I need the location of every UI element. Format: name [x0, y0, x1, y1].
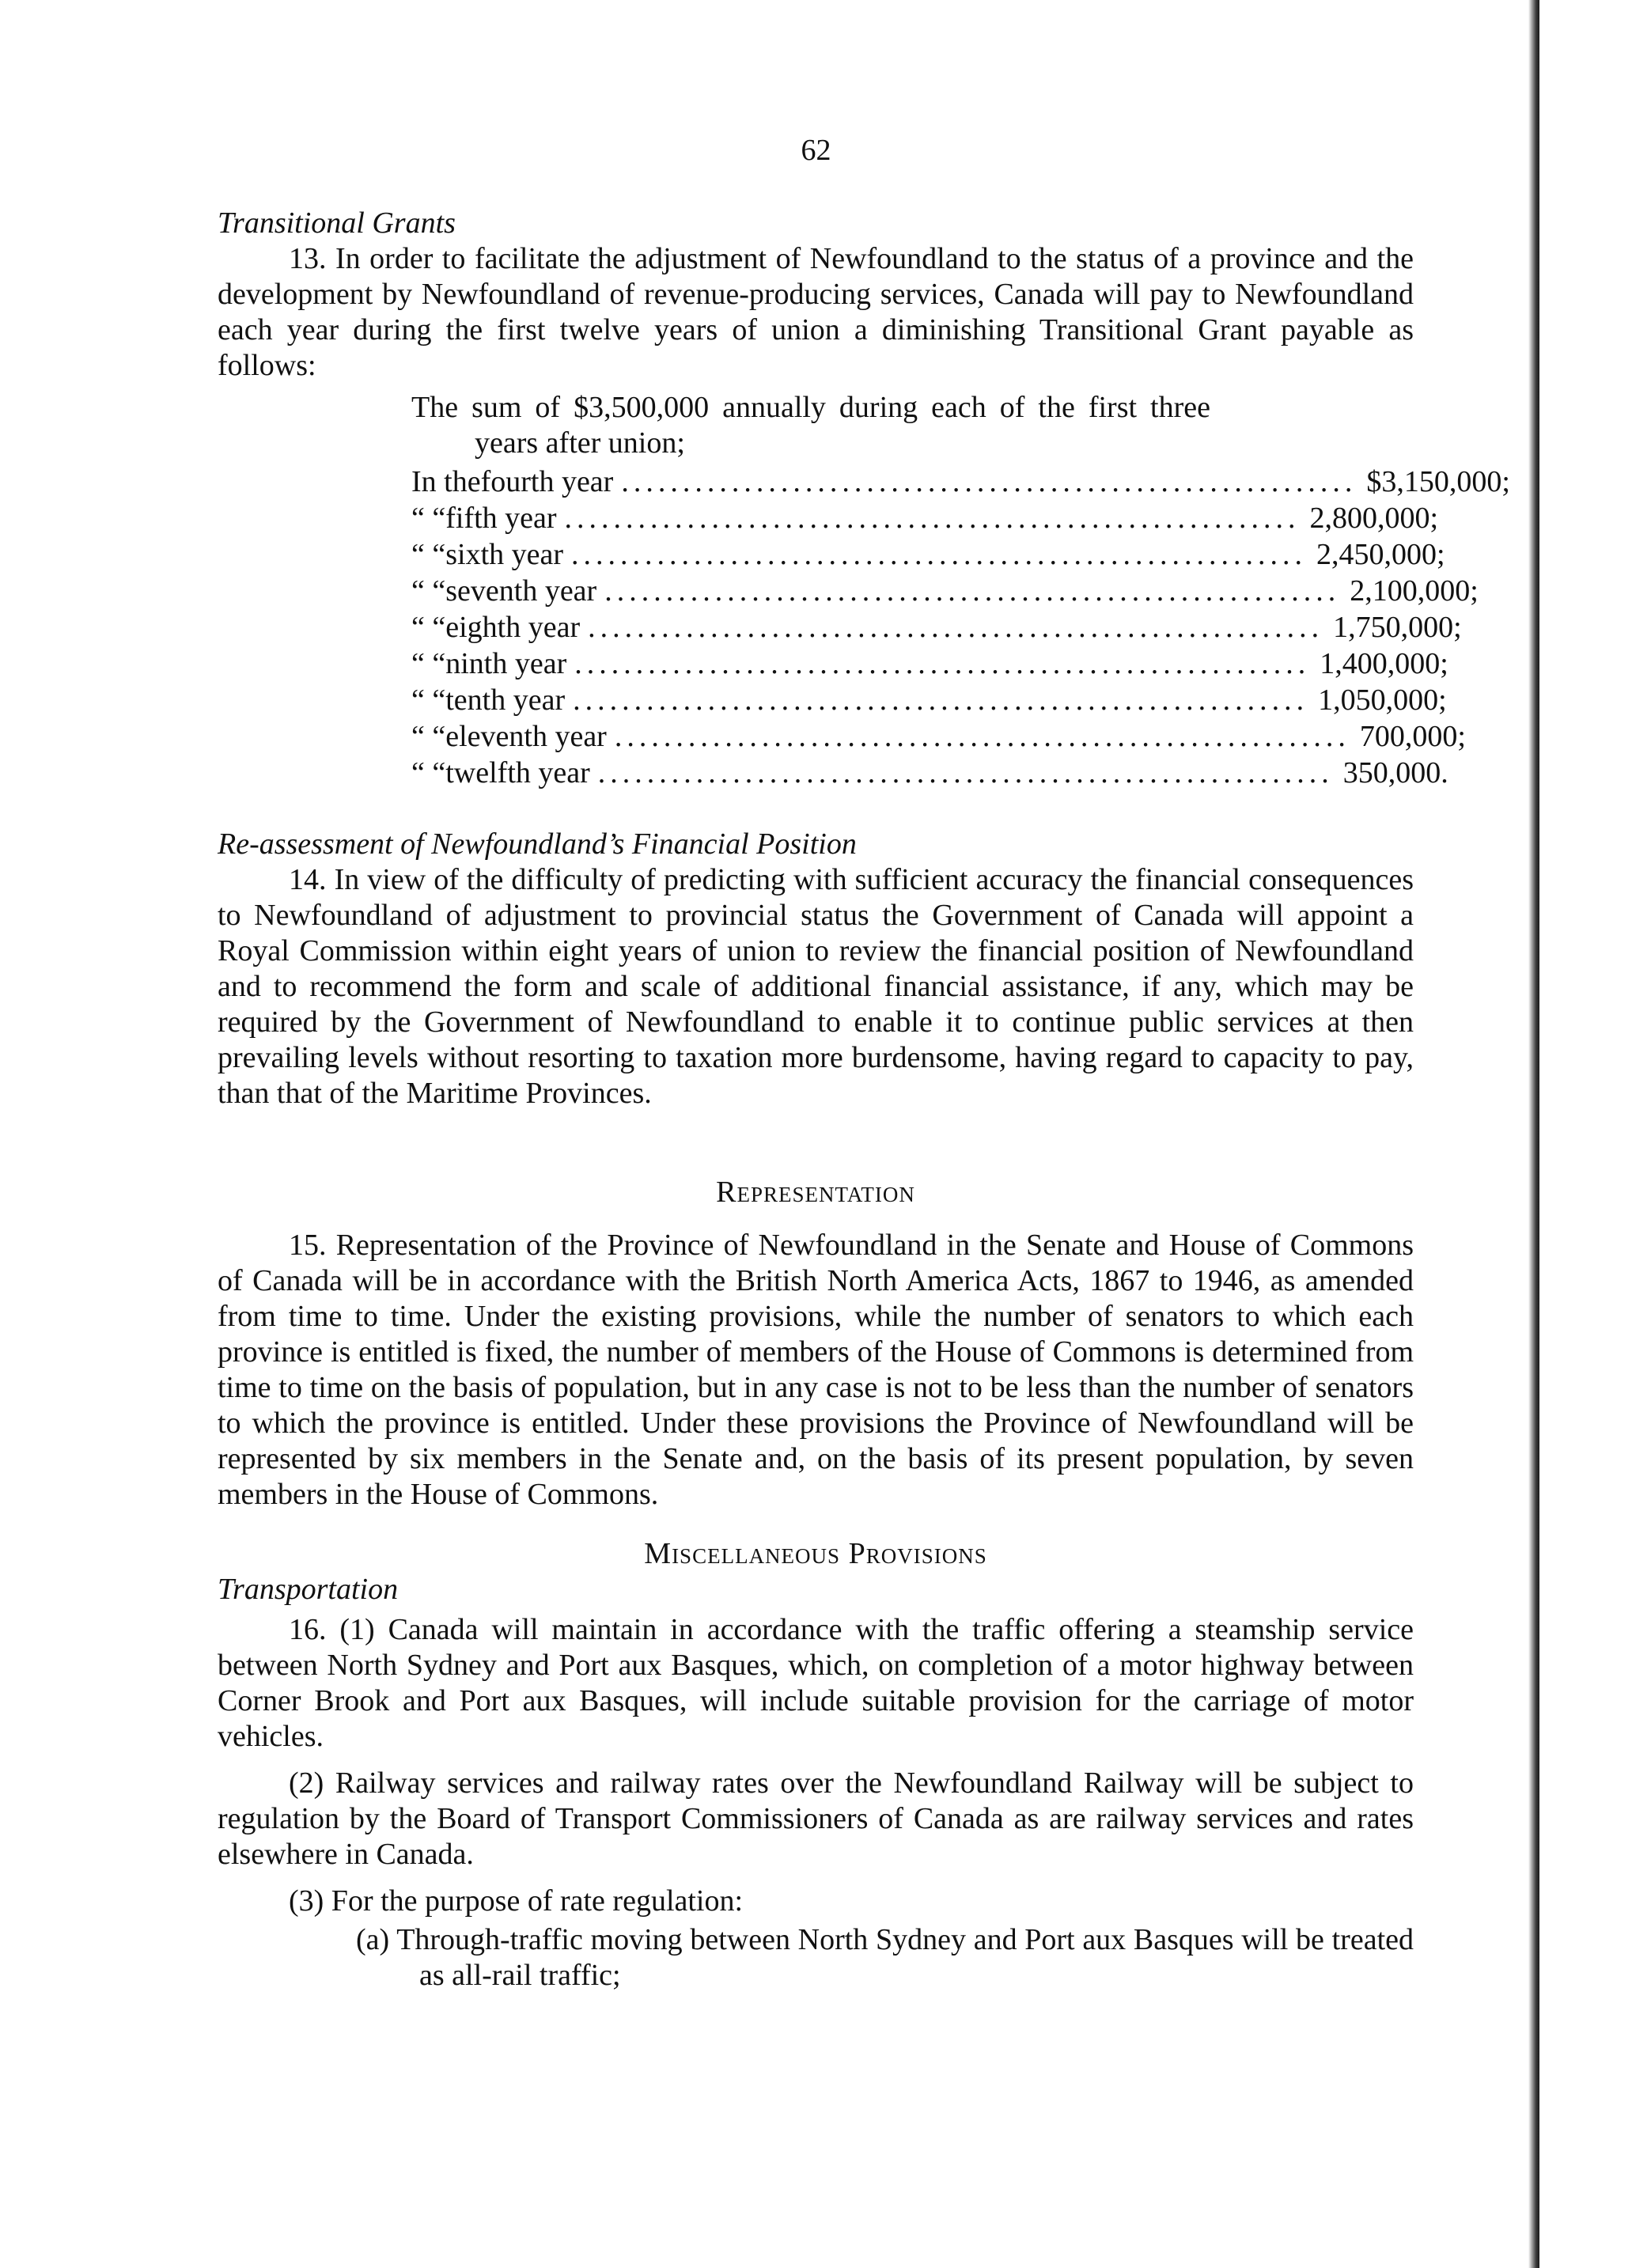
- paragraph-16-3: (3) For the purpose of rate regulation:: [289, 1884, 744, 1918]
- schedule-year-label: twelfth year: [445, 756, 590, 789]
- schedule-year-label: eleventh year: [445, 720, 607, 753]
- schedule-amount: 2,100,000;: [1350, 574, 1479, 608]
- schedule-prefix: “ “: [411, 538, 446, 571]
- schedule-rows: [411, 464, 1510, 792]
- schedule-year-label: tenth year: [445, 683, 566, 717]
- schedule-amount: 350,000.: [1342, 756, 1448, 789]
- schedule-amount: 2,800,000;: [1309, 502, 1439, 535]
- schedule-leader-dots: ............................................................: [573, 683, 1309, 717]
- schedule-year-label: ninth year: [445, 647, 567, 680]
- heading-representation: Representation: [716, 1176, 915, 1209]
- page-edge-shadow: [1528, 0, 1539, 2268]
- page-number: 62: [801, 134, 831, 167]
- heading-transitional-grants: Transitional Grants: [218, 206, 456, 240]
- schedule-prefix: “ “: [411, 611, 446, 644]
- schedule-amount: $3,150,000;: [1366, 465, 1510, 498]
- schedule-row: [411, 646, 1448, 683]
- schedule-prefix: “ “: [411, 720, 446, 753]
- schedule-amount: 1,750,000;: [1333, 611, 1462, 644]
- heading-transportation: Transportation: [218, 1573, 399, 1606]
- schedule-leader-dots: ............................................................: [574, 647, 1311, 680]
- schedule-amount: 1,400,000;: [1320, 647, 1448, 680]
- schedule-amount: 700,000;: [1359, 720, 1466, 753]
- schedule-prefix: “ “: [411, 574, 446, 608]
- schedule-row: [411, 501, 1439, 537]
- schedule-row: [411, 537, 1445, 574]
- paragraph-15: 15. Representation of the Province of Newfoundland in the Senate and House of Commons of Canada will be in accordance with the British North America Acts, 1867 to 1946, as amended from time to time. Under the existing provisions, while the number of senators to which each province is entitled is fixed, the number of members of the House of Commons is determined from time to time on the basis of population, but in any case is not to be less than the number of senators to which the province is entitled. Under these provisions the Province of Newfoundland will be represented by six members in the Senate and, on the basis of its present population, by seven members in the House of Commons.: [218, 1229, 1414, 1511]
- heading-miscellaneous-provisions: Miscellaneous Provisions: [644, 1537, 987, 1570]
- schedule-leader-dots: ............................................................: [621, 465, 1357, 498]
- page-content: [218, 198, 1510, 1993]
- schedule-row: [411, 464, 1510, 501]
- schedule-leader-dots: ............................................................: [614, 720, 1350, 753]
- schedule-row: [411, 719, 1466, 755]
- schedule-year-label: fourth year: [480, 465, 614, 498]
- grant-schedule: [411, 390, 1510, 792]
- schedule-leader-dots: ............................................................: [604, 574, 1341, 608]
- schedule-lead: The sum of $3,500,000 annually during each of the first three years after union;: [411, 391, 1210, 460]
- paragraph-16-1: 16. (1) Canada will maintain in accordance with the traffic offering a steamship service between North Sydney and Port aux Basques, which, on completion of a motor highway between Corner Brook and Port aux Basques, will include suitable provision for the carriage of motor vehicles.: [218, 1613, 1414, 1753]
- schedule-year-label: eighth year: [445, 611, 581, 644]
- paragraph-13: 13. In order to facilitate the adjustment of Newfoundland to the status of a province and the development by Newfoundland of revenue-producing services, Canada will pay to Newfoundland each year during the first twelve years of union a diminishing Transitional Grant payable as follows:: [218, 242, 1414, 382]
- schedule-leader-dots: ............................................................: [564, 502, 1301, 535]
- schedule-leader-dots: ............................................................: [588, 611, 1324, 644]
- schedule-prefix: “ “: [411, 647, 446, 680]
- schedule-row: [411, 610, 1462, 646]
- schedule-leader-dots: ............................................................: [597, 756, 1334, 789]
- schedule-prefix: In the: [411, 465, 481, 498]
- paragraph-16-2: (2) Railway services and railway rates over the Newfoundland Railway will be subject to regulation by the Board of Transport Commissioners of Canada as are railway services and rates elsewhere in Canada.: [218, 1766, 1414, 1871]
- schedule-prefix: “ “: [411, 683, 446, 717]
- heading-reassessment: Re-assessment of Newfoundland’s Financial Position: [218, 827, 857, 861]
- schedule-amount: 1,050,000;: [1318, 683, 1447, 717]
- schedule-prefix: “ “: [411, 756, 446, 789]
- schedule-leader-dots: ............................................................: [571, 538, 1308, 571]
- paragraph-14: 14. In view of the difficulty of predicting with sufficient accuracy the financial consequences to Newfoundland of adjustment to provincial status the Government of Canada will appoint a Royal Commission within eight years of union to review the financial position of Newfoundland and to recommend the form and scale of additional financial assistance, if any, which may be required by the Government of Newfoundland to enable it to continue public services at then prevailing levels without resorting to taxation more burdensome, having regard to capacity to pay, than that of the Maritime Provinces.: [218, 863, 1414, 1110]
- schedule-row: [411, 574, 1479, 610]
- schedule-year-label: fifth year: [445, 502, 557, 535]
- schedule-year-label: seventh year: [445, 574, 597, 608]
- schedule-row: [411, 683, 1447, 719]
- schedule-row: [411, 755, 1448, 792]
- schedule-year-label: sixth year: [445, 538, 564, 571]
- schedule-prefix: “ “: [411, 502, 446, 535]
- paragraph-16-3-a: (a) Through-traffic moving between North Sydney and Port aux Basques will be treated as all-rail traffic;: [356, 1923, 1414, 1992]
- schedule-amount: 2,450,000;: [1316, 538, 1445, 571]
